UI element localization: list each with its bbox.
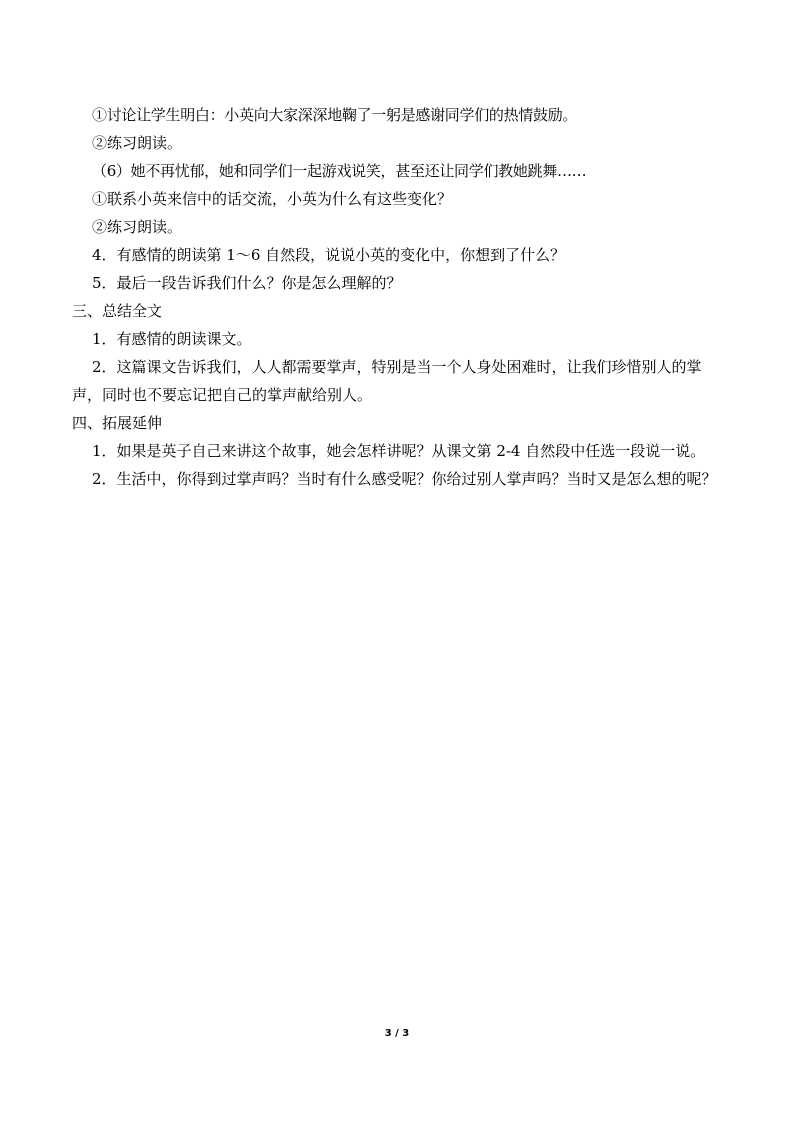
paragraph-discussion-bow: ①讨论让学生明白：小英向大家深深地鞠了一躬是感谢同学们的热情鼓励。	[92, 106, 578, 124]
paragraph-extension-2: 2．生活中，你得到过掌声吗？当时有什么感受呢？你给过别人掌声吗？当时又是怎么想的呢？	[92, 470, 717, 488]
document-body	[72, 101, 722, 493]
paragraph-letter-discussion: ①联系小英来信中的话交流，小英为什么有这些变化？	[92, 190, 453, 208]
paragraph-step-5: 5．最后一段告诉我们什么？你是怎么理解的？	[92, 274, 402, 292]
section-heading-extension: 四、拓展延伸	[72, 414, 163, 432]
paragraph-step-4: 4．有感情的朗读第 1～6 自然段，说说小英的变化中，你想到了什么？	[92, 246, 566, 264]
paragraph-summary-1: 1．有感情的朗读课文。	[92, 330, 252, 348]
paragraph-extension-1: 1．如果是英子自己来讲这个故事，她会怎样讲呢？从课文第 2-4 自然段中任选一段说一说。	[92, 442, 706, 460]
paragraph-practice-reading-1: ②练习朗读。	[92, 134, 183, 152]
section-heading-summary: 三、总结全文	[72, 302, 163, 320]
paragraph-summary-2: 2．这篇课文告诉我们，人人都需要掌声，特别是当一个人身处困难时，让我们珍惜别人的掌声，同时也不要忘记把自己的掌声献给别人。	[72, 358, 702, 404]
paragraph-practice-reading-2: ②练习朗读。	[92, 218, 183, 236]
paragraph-item-6: （6）她不再忧郁，她和同学们一起游戏说笑，甚至还让同学们教她跳舞……	[92, 162, 587, 180]
page-number: 3 / 3	[384, 1028, 410, 1039]
